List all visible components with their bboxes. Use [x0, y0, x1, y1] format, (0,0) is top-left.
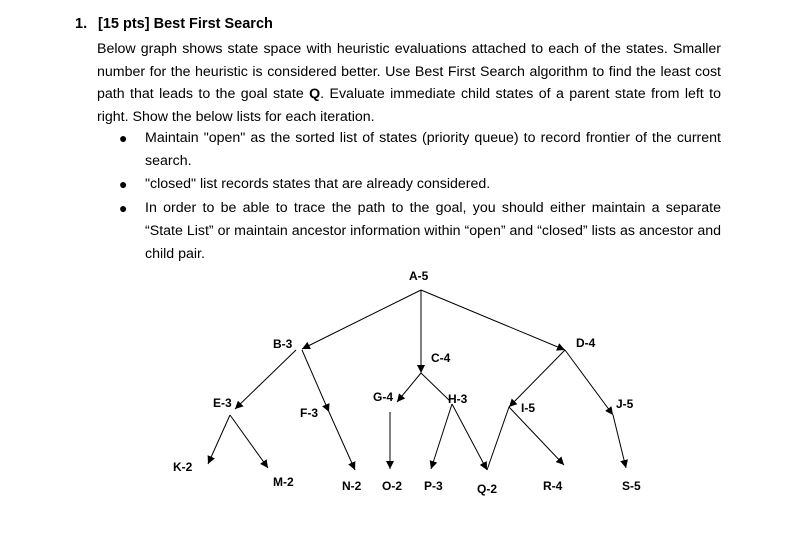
instruction-text: In order to be able to trace the path to the goal, you should either maintain a separate “State List” or maintain ancestor information within “open” and “closed” lists as ancestor and child pair. [145, 200, 721, 262]
question-number: 1. [75, 16, 88, 32]
node-s: S-5 [622, 479, 641, 493]
edge-j-s [613, 415, 626, 468]
paragraph-part-2: . Evaluate immediate child states of a parent state from left to right. Show the below lists for each iteration. [97, 86, 721, 126]
edge-c-g [397, 373, 421, 402]
goal-state-label: Q [309, 86, 321, 103]
edge-i-q [487, 407, 509, 470]
node-m: M-2 [273, 475, 294, 489]
edge-e-m [230, 415, 268, 468]
node-q: Q-2 [477, 482, 498, 496]
graph-edges [208, 290, 626, 470]
node-i: I-5 [521, 401, 536, 415]
edge-i-r [509, 407, 564, 465]
edge-c-h [421, 373, 450, 401]
node-g: G-4 [373, 390, 394, 404]
question-title: [15 pts] Best First Search [98, 16, 273, 32]
node-c: C-4 [431, 351, 451, 365]
paragraph-part-1: Below graph shows state space with heuristic evaluations attached to each of the states. Smaller number for the heuristic is considered better. Use Best First Search algorithm to find the least cost path that leads to the goal state [97, 41, 721, 103]
node-h: H-3 [448, 392, 468, 406]
bullet-icon: ● [119, 176, 128, 193]
edge-b-f [302, 350, 329, 412]
edge-a-d [421, 290, 565, 350]
edge-d-j [565, 350, 613, 415]
node-r: R-4 [543, 479, 563, 493]
edge-h-p [431, 404, 452, 469]
edge-h-q [452, 404, 487, 470]
node-b: B-3 [273, 337, 293, 351]
node-n: N-2 [342, 479, 362, 493]
bullet-icon: ● [119, 130, 128, 146]
edge-e-k [208, 415, 230, 464]
edge-f-n [329, 412, 355, 470]
node-j: J-5 [616, 397, 634, 411]
node-f: F-3 [300, 406, 318, 420]
instruction-text: Maintain "open" as the sorted list of states (priority queue) to record frontier of the current search. [145, 130, 721, 169]
node-o: O-2 [382, 479, 403, 493]
node-p: P-3 [424, 479, 443, 493]
bullet-icon: ● [119, 200, 128, 217]
node-d: D-4 [576, 336, 596, 350]
edge-a-b [302, 290, 421, 349]
edge-d-i [509, 350, 565, 407]
node-e: E-3 [213, 396, 232, 410]
graph-nodes [173, 269, 641, 496]
edge-b-e [235, 350, 296, 409]
node-a: A-5 [409, 269, 429, 283]
instruction-text: "closed" list records states that are already considered. [145, 176, 491, 193]
node-k: K-2 [173, 460, 193, 474]
